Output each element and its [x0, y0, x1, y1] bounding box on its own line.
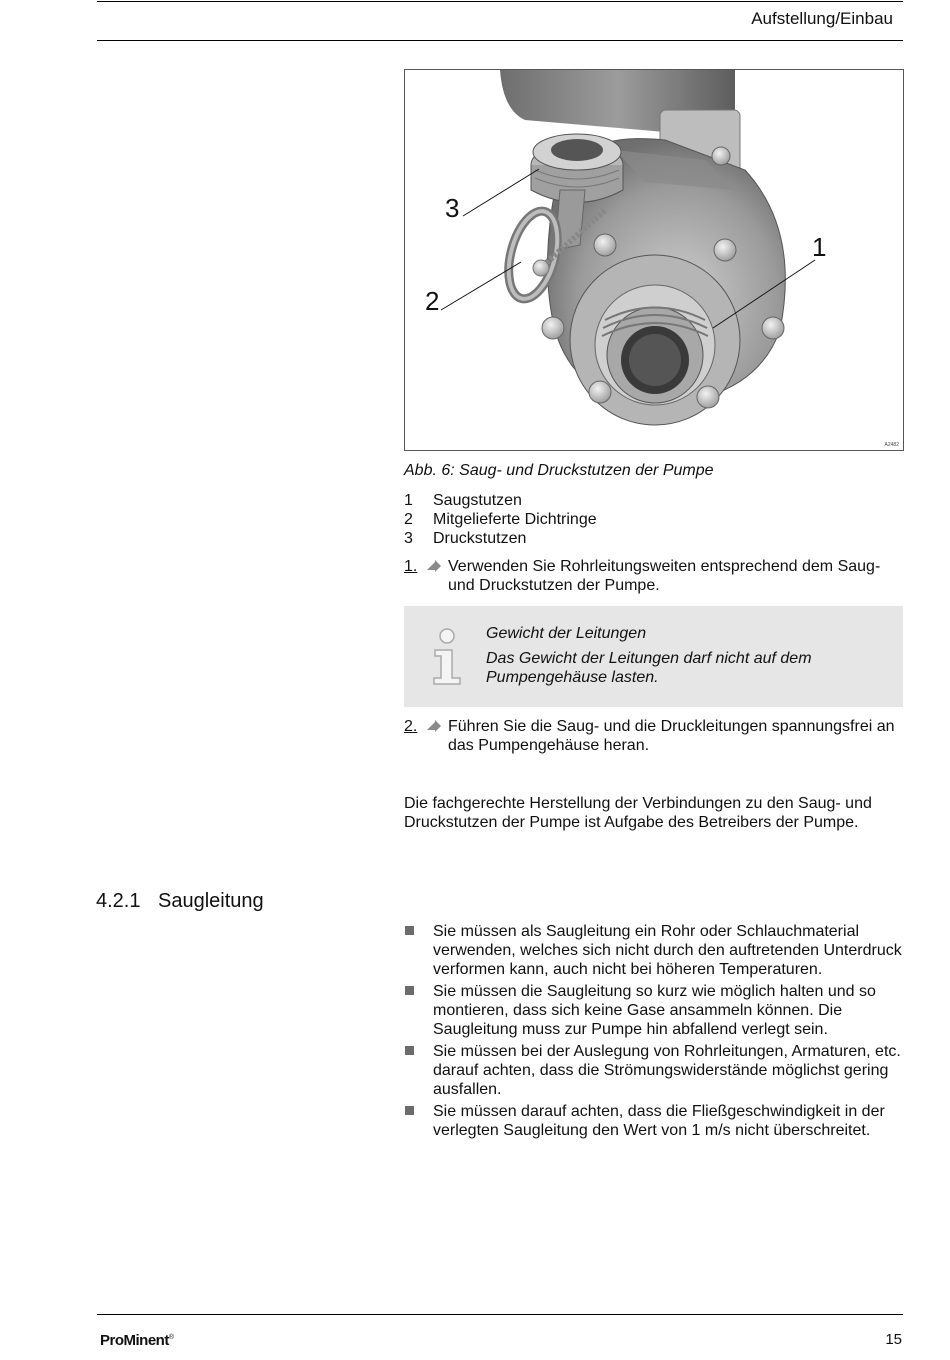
figure-caption: Abb. 6: Saug- und Druckstutzen der Pumpe — [404, 462, 714, 479]
section-title: Saugleitung — [158, 890, 264, 912]
step-2 — [404, 717, 904, 755]
header-title: Aufstellung/Einbau — [751, 9, 893, 28]
prominent-logo: ProMinent® — [100, 1332, 174, 1349]
bullet-square-icon — [405, 1106, 414, 1115]
step-text: Führen Sie die Saug- und die Druckleitungen spannungsfrei an das Pumpengehäuse heran. — [448, 718, 895, 754]
bullet-square-icon — [405, 926, 414, 935]
step-number: 1. — [404, 558, 418, 575]
section-number: 4.2.1 — [96, 890, 141, 912]
step-number: 2. — [404, 718, 418, 735]
step-text: Verwenden Sie Rohrleitungsweiten entsprechend dem Saug- und Druckstutzen der Pumpe. — [448, 558, 881, 594]
pump-figure — [404, 69, 904, 451]
list-item: Sie müssen darauf achten, dass die Fließgeschwindigkeit in der verlegten Saugleitung den Wert von 1 m/s nicht überschreitet. — [404, 1102, 904, 1140]
legend-item: 1 Saugstutzen — [404, 492, 522, 509]
list-item: Sie müssen bei der Auslegung von Rohrleitungen, Armaturen, etc. darauf achten, dass die Strömungswiderstände möglichst gering ausfallen. — [404, 1042, 904, 1099]
list-item: Sie müssen die Saugleitung so kurz wie möglich halten und so montieren, dass sich keine Gase ansammeln können. Die Saugleitung muss zur Pumpe hin abfallend verlegt sein. — [404, 982, 904, 1039]
info-text: Das Gewicht der Leitungen darf nicht auf dem Pumpengehäuse lasten. — [486, 650, 812, 686]
legend-item: 2 Mitgelieferte Dichtringe — [404, 511, 597, 528]
top-rule — [97, 1, 903, 2]
callout-2: 2 — [425, 286, 440, 316]
bullet-square-icon — [405, 1046, 414, 1055]
callout-1: 1 — [812, 232, 827, 262]
list-item: Sie müssen als Saugleitung ein Rohr oder Schlauchmaterial verwenden, welches sich nicht durch den auftretenden Unterdruck verformen kann, auch nicht bei höheren Temperaturen. — [404, 922, 904, 979]
step-1 — [404, 557, 904, 595]
bullet-list — [404, 922, 904, 1143]
body-paragraph: Die fachgerechte Herstellung der Verbindungen zu den Saug- und Druckstutzen der Pumpe ist Aufgabe des Betreibers der Pumpe. — [404, 795, 872, 831]
footer-rule — [97, 1314, 903, 1315]
step-arrow-icon — [427, 720, 441, 732]
page-number: 15 — [885, 1331, 902, 1348]
bullet-square-icon — [405, 986, 414, 995]
figure-id: A2482 — [884, 442, 899, 448]
legend-item: 3 Druckstutzen — [404, 530, 527, 547]
info-title: Gewicht der Leitungen — [486, 625, 647, 642]
info-icon — [430, 628, 464, 686]
callout-3: 3 — [445, 193, 460, 223]
figure-legend — [404, 491, 597, 548]
pump-illustration — [405, 70, 903, 450]
header-rule — [97, 40, 903, 41]
step-arrow-icon — [427, 560, 441, 572]
info-box — [404, 606, 903, 707]
